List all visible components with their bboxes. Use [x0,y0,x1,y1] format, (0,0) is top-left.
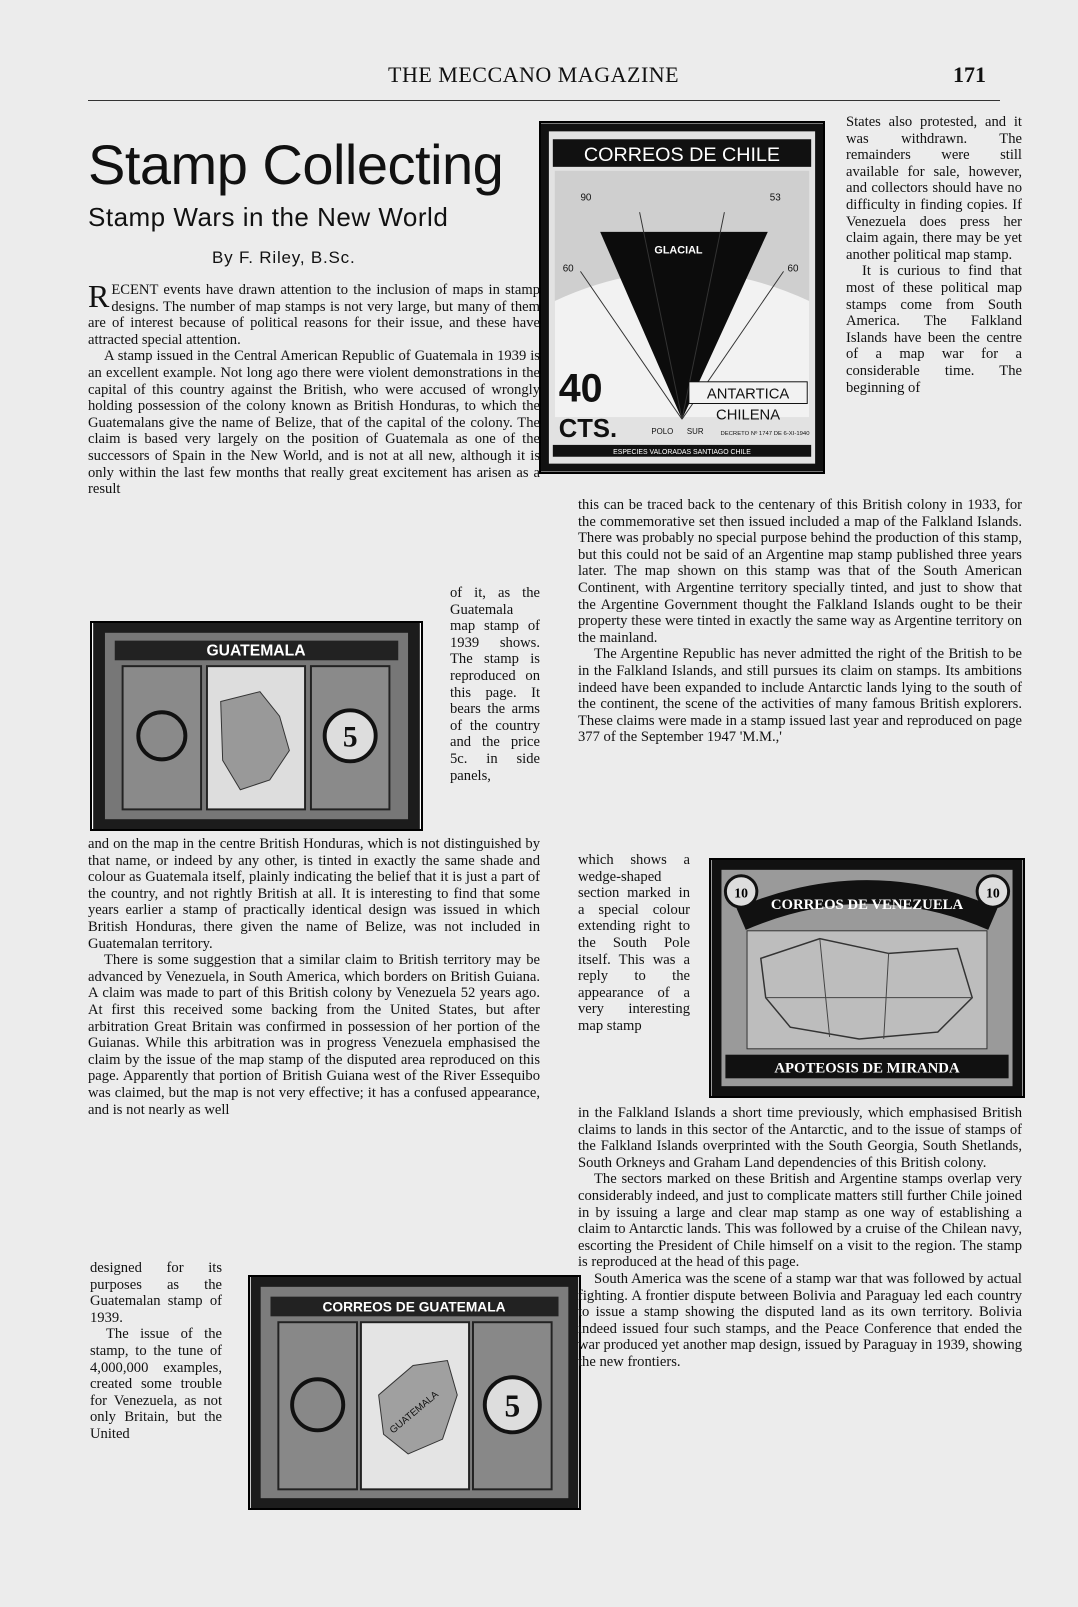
svg-text:APOTEOSIS DE MIRANDA: APOTEOSIS DE MIRANDA [774,1060,960,1077]
chile-antarctic-stamp [539,121,825,474]
svg-text:POLO: POLO [651,427,674,437]
correos-guatemala-stamp-image [250,1277,579,1508]
svg-text:CORREOS DE VENEZUELA: CORREOS DE VENEZUELA [770,897,964,914]
chile-stamp-image [541,123,823,472]
left-narrow-text-2: designed for its purposes as the Guatemalan stamp of 1939. The issue of the stamp, to the tune of 4,000,000 examples, created some trouble for Venezuela, as not only Britain, but the United [90,1260,222,1442]
paragraph: A stamp issued in the Central American Republic of Guatemala in 1939 is an excellent example. Not long ago there were violent demonstrations in the capital of this country against the British, who were accused of wrongly holding possession of the colony known as British Honduras, to which the Guatemalans give the name of Belize, that of the capital of the colony. The claim is based very largely on the position of Guatemala as one of the successors of Spain in the New World, and is not at all new, although it is only within the last few months that really great excitement has arisen as a result [88,348,540,498]
svg-text:CORREOS DE GUATEMALA: CORREOS DE GUATEMALA [322,1299,506,1315]
svg-text:GUATEMALA: GUATEMALA [206,642,306,660]
svg-text:60: 60 [562,263,574,275]
right-column-text-1: this can be traced back to the centenary of this British colony in 1933, for the commemorative set then issued included a map of the Falkland Islands. There was probably no special purpose behind the production of this stamp, but this could not be said of an Argentine map stamp published three years later. The map shown on this stamp was that of the South American Continent, with Argentine territory specially tinted, and just to show that the Argentine Government thought the Falkland Islands ought to be their property these were tinted in exactly the same way as Argentine territory on the mainland. The Argentine Republic has never admitted the right of the British to be in the Falkland Islands, and still pursues its claim on stamps. Its ambitions indeed have been expanded to include Antarctic lands lying to the south of the continent, the scene of the activities of many famous British explorers. These claims were made in a stamp issued last year and reproduced on page 377 of the September 1947 'M.M.,' [578,497,1022,746]
drop-cap: R [88,278,110,314]
guatemala-stamp-1939 [90,621,423,831]
right-narrow-text-1: States also protested, and it was withdrawn. The remainders were still available for sale, however, and collectors should have no difficulty in finding copies. If Venezuela does press her claim again, there may be yet another political map stamp. It is curious to find that most of these political map stamps come from South America. The Falkland Islands have been the centre of a map war for a considerable time. The beginning of [846,114,1022,396]
venezuela-map-stamp [709,858,1025,1098]
svg-text:60: 60 [787,263,799,275]
svg-text:10: 10 [985,885,1000,901]
svg-text:GUATEMALA: GUATEMALA [387,1389,441,1437]
svg-text:GLACIAL: GLACIAL [654,244,703,257]
right-narrow-text-2: which shows a wedge-shaped section marked in a special colour extending right to the South Pole itself. This was a reply to the appearance of a very interesting map stamp [578,852,690,1034]
svg-text:SUR: SUR [686,427,704,437]
correos-guatemala-stamp [248,1275,581,1510]
svg-text:ESPECIES VALORADAS SANTIAGO CH: ESPECIES VALORADAS SANTIAGO CHILE [613,448,751,456]
svg-text:DECRETO Nº 1747 DE 6-XI-1940: DECRETO Nº 1747 DE 6-XI-1940 [720,431,810,438]
svg-text:5: 5 [504,1388,521,1424]
svg-text:53: 53 [769,192,781,204]
guatemala-stamp-image [92,623,421,829]
page-number: 171 [953,62,986,87]
right-column-text-2: in the Falkland Islands a short time previously, which emphasised British claims to lands in this sector of the Antarctic, and to the issue of stamps of the Falkland Islands overprinted with the South Georgia, South Shetlands, South Orkneys and Graham Land dependencies of this British colony. The sectors marked on these British and Argentine stamps overlap very considerably indeed, and just to complicate matters still further Chile joined in by issuing a large and clear map stamp as one way of establishing a claim to Antarctic lands. This was followed by a cruise of the Chilean navy, escorting the President of Chile himself on a visit to the region. The stamp is reproduced at the head of this page. South America was the scene of a stamp war that was followed by actual fighting. A frontier dispute between Bolivia and Paraguay led each country to issue a stamp showing the disputed land as its own territory. Bolivia indeed issued four such stamps, and the Peace Conference that ended the war produced yet another map design, issued by Paraguay in 1939, showing the new frontiers. [578,1105,1022,1370]
svg-text:40: 40 [558,366,603,411]
left-column-text-2: and on the map in the centre British Honduras, which is not distinguished by that name, or indeed by any other, is tinted in exactly the same shade and colour as Guatemala itself, plainly indicating the belief that it is just a part of the country, and not rightly British at all. It is interesting to find that some years earlier a stamp of practically identical design was issued in which British Honduras, there given the name of Belize, was not included in Guatemalan territory. There is some suggestion that a similar claim to British territory may be advanced by Venezuela, in South America, which borders on British Guiana. A claim was made to part of this British colony by Venezuela 52 years ago. At first this received some backing from the United States, but after arbitration Great Britain was confirmed in possession of her portion of the Guianas. While this arbitration was in progress Venezuela emphasised the claim by the issue of the map stamp of the disputed area reproduced on this page. Apparently that portion of British Guiana west of the River Essequibo was claimed, but the map is not very effective; it has a confused appearance, and is not nearly as well [88,836,540,1118]
left-narrow-text-1: of it, as the Guatemala map stamp of 1939 shows. The stamp is reproduced on this page. It bears the arms of the country and the price 5c. in side panels, [450,585,540,784]
svg-text:ANTARTICA: ANTARTICA [706,386,790,403]
article-byline: By F. Riley, B.Sc. [212,248,356,267]
svg-text:5: 5 [342,721,358,754]
page-header [88,60,1000,101]
svg-text:CHILENA: CHILENA [716,407,781,424]
article-title: Stamp Collecting [88,133,504,196]
left-column-text-1 [88,278,540,498]
svg-text:10: 10 [734,885,749,901]
magazine-title: THE MECCANO MAGAZINE [388,62,680,87]
svg-text:CTS.: CTS. [558,415,618,444]
venezuela-stamp-image [711,860,1023,1096]
article-subtitle: Stamp Wars in the New World [88,202,449,232]
svg-text:CORREOS DE CHILE: CORREOS DE CHILE [583,143,781,166]
svg-text:90: 90 [580,192,592,204]
intro-paragraph: RECENT events have drawn attention to the inclusion of maps in stamp designs. The number of map stamps is not very large, but many of them are of interest because of political reasons for their issue, and these have attracted special attention. [88,278,540,348]
